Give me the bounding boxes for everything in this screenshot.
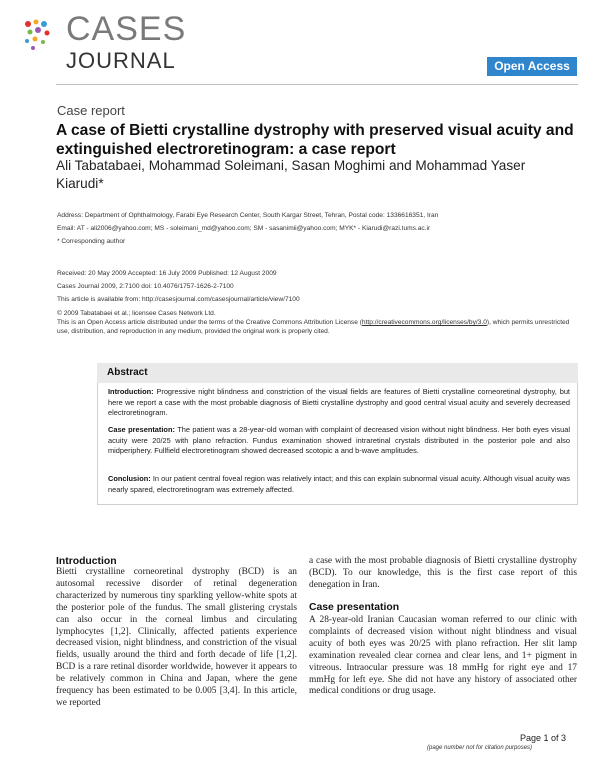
- cases-journal-logo-icon: [22, 18, 58, 52]
- logo-text-journal: JOURNAL: [66, 48, 176, 73]
- license-text-a: This is an Open Access article distributed under the terms of the Creative Commons Attribution License (: [57, 319, 362, 326]
- copyright-line: © 2009 Tabatabaei et al.; licensee Cases Network Ltd.: [57, 310, 216, 317]
- case-presentation-text: A 28-year-old Iranian Caucasian woman referred to our clinic with complaints of decreased vision without night blindness and visual acuity of both eyes was 20/25 with plano refraction. Her slit lamp examination revealed clear cornea and clear lens, and 1+ pigment in vitreous. Intraocular pressure was 18 mmHg for right eye and 17 mmHg for left eye. She did not have any history of associated other medical conditions or drug usage.: [309, 615, 577, 697]
- author-address: Address: Department of Ophthalmology, Farabi Eye Research Center, South Kargar Street, Tehran, Postal code: 1336616351, Iran: [57, 212, 439, 219]
- page-number: Page 1 of 3: [520, 733, 567, 743]
- abstract-introduction: [108, 387, 570, 419]
- case-presentation-heading: Case presentation: [309, 602, 400, 613]
- abstract-conclusion-label: Conclusion:: [108, 474, 151, 483]
- abstract-case-label: Case presentation:: [108, 425, 175, 434]
- introduction-heading: Introduction: [56, 556, 117, 567]
- abstract-conclusion-text: In our patient central foveal region was relatively intact; and this can explain subnormal visual acuity. Although visual acuity was nearly spared, electroretinogram was extremely affected.: [108, 474, 570, 494]
- header-divider: [56, 84, 578, 85]
- publication-dates: Received: 20 May 2009 Accepted: 16 July 2009 Published: 12 August 2009: [57, 270, 277, 277]
- introduction-continued: a case with the most probable diagnosis of Bietti crystalline dystrophy (BCD). To our knowledge, this is the first case report of this denegation in Iran.: [309, 556, 577, 590]
- license-link[interactable]: http://creativecommons.org/licenses/by/3.0: [361, 319, 487, 326]
- author-emails: Email: AT - ali2006@yahoo.com; MS - soleimani_md@yahoo.com; SM - sasanimii@yahoo.com; MYK* - Kiarudi@razi.tums.ac.ir: [57, 225, 431, 232]
- open-access-badge: Open Access: [487, 57, 577, 76]
- logo-text-cases: CASES: [66, 10, 187, 48]
- article-authors: Ali Tabatabaei, Mohammad Soleimani, Sasan Moghimi and Mohammad Yaser Kiarudi*: [56, 158, 526, 191]
- abstract-case-presentation: [108, 425, 570, 457]
- page-number-note: (page number not for citation purposes): [427, 745, 533, 751]
- abstract-conclusion: [108, 474, 570, 495]
- abstract-heading: Abstract: [107, 367, 148, 378]
- availability-url[interactable]: This article is available from: http://casesjournal.com/casesjournal/article/view/7100: [57, 296, 300, 303]
- abstract-intro-label: Introduction:: [108, 387, 154, 396]
- corresponding-author-note: * Corresponding author: [57, 238, 126, 245]
- license-text-b: ), which permits unrestricted use, distribution, and reproduction in any medium, provided the original work is properly cited.: [57, 319, 570, 335]
- article-title: A case of Bietti crystalline dystrophy with preserved visual acuity and extinguished electroretinogram: a case report: [56, 122, 574, 158]
- abstract-box: [97, 383, 578, 505]
- abstract-case-text: The patient was a 28-year-old woman with complaint of decreased vision without night blindness. Her both eyes visual acuity were 20/25 with plano refraction. Fundus examination showed intraretinal crystals distributed in the posterior pole and also midperiphery. Fullfield electroretinogram showed decreased scotopic a and b-wave amplitudes.: [108, 425, 570, 455]
- article-type: Case report: [57, 103, 125, 118]
- introduction-text: Bietti crystalline corneoretinal dystrophy (BCD) is an autosomal recessive disorder of retinal degeneration characterized by numerous tiny sparkling yellow-white spots at the posterior pole of the fundus. The small glistering crystals can also occur in the corneal limbus and circulating lymphocytes [1,2]. Clinically, affected patients experience decreased vision, night blindness, and constriction of the visual fields, usually around the third and forth decade of life [1,2]. BCD is a rare retinal disorder worldwide, however it appears to be relatively common in China and Japan, where the gene frequency has been estimated to be 0.005 [3,4]. In this article, we reported: [56, 567, 297, 708]
- abstract-header: [97, 363, 578, 383]
- abstract-intro-text: Progressive night blindness and constriction of the visual fields are features of Bietti crystalline corneoretinal dystrophy, but here we report a case with the most probable diagnosis of Bietti crystalline dystrophy and good central visual acuity and severely decreased electroretinogram.: [108, 387, 570, 417]
- license-text: [57, 318, 577, 336]
- citation-doi: Cases Journal 2009, 2:7100 doi: 10.4076/1757-1626-2-7100: [57, 283, 234, 290]
